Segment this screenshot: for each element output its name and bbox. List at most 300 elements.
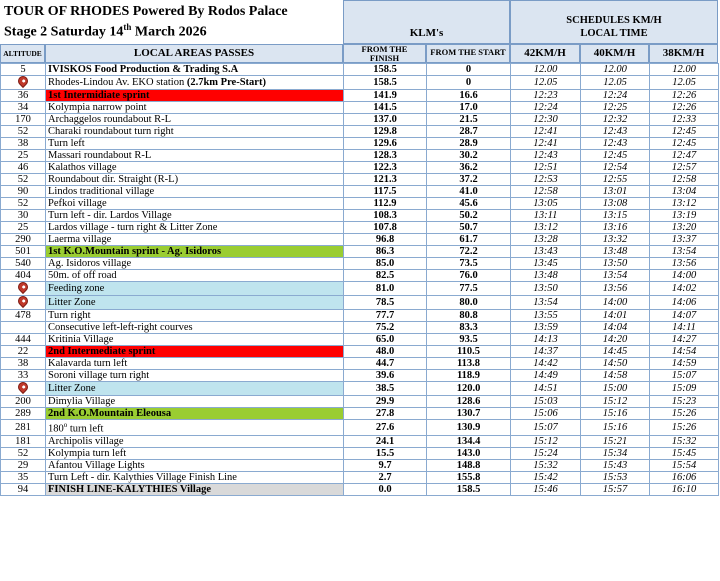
speed-38-header: 38KM/H (662, 47, 705, 59)
altitude-cell: 181 (1, 435, 46, 447)
altitude-cell: 22 (1, 346, 46, 358)
location-cell (46, 471, 344, 483)
location-cell (46, 420, 344, 436)
km-from-start-cell: 130.7 (427, 408, 511, 420)
location-cell (46, 90, 344, 102)
table-row (1, 459, 719, 471)
table-row (1, 382, 719, 396)
time-40kmh-cell: 12:43 (581, 126, 650, 138)
km-from-finish-cell: 24.1 (344, 435, 427, 447)
altitude-cell: 52 (1, 126, 46, 138)
location-label: Archipolis village (48, 435, 124, 447)
time-38kmh-cell: 15:45 (650, 447, 719, 459)
time-40kmh-cell: 13:56 (581, 282, 650, 296)
time-40kmh-cell: 14:00 (581, 296, 650, 310)
altitude-cell: 46 (1, 162, 46, 174)
altitude-cell: 38 (1, 358, 46, 370)
km-from-finish-cell: 2.7 (344, 471, 427, 483)
time-42kmh-cell: 13:05 (511, 198, 581, 210)
km-from-finish-cell: 44.7 (344, 358, 427, 370)
time-42kmh-cell: 13:48 (511, 270, 581, 282)
time-38kmh-cell: 15:26 (650, 420, 719, 436)
time-40kmh-cell: 12:54 (581, 162, 650, 174)
time-38kmh-cell: 14:02 (650, 282, 719, 296)
km-from-start-cell: 130.9 (427, 420, 511, 436)
time-40kmh-cell: 13:15 (581, 210, 650, 222)
altitude-header: ALTITUDE (3, 49, 42, 58)
time-42kmh-cell: 12:24 (511, 102, 581, 114)
time-40kmh-cell: 13:48 (581, 246, 650, 258)
altitude-cell: 501 (1, 246, 46, 258)
time-42kmh-cell: 13:43 (511, 246, 581, 258)
km-from-start-cell: 0 (427, 76, 511, 90)
km-from-start-cell: 28.7 (427, 126, 511, 138)
time-40kmh-cell: 15:12 (581, 396, 650, 408)
location-cell (46, 358, 344, 370)
location-label: Kalavarda turn left (48, 358, 128, 369)
location-label: FINISH LINE-KALYTHIES Village (48, 483, 211, 495)
km-from-finish-cell: 96.8 (344, 234, 427, 246)
altitude-cell (1, 322, 46, 334)
location-label: Massari roundabout R-L (48, 150, 152, 161)
km-from-finish-cell: 117.5 (344, 186, 427, 198)
km-from-start-cell: 155.8 (427, 471, 511, 483)
altitude-cell: 5 (1, 64, 46, 76)
altitude-cell: 444 (1, 334, 46, 346)
table-row (1, 435, 719, 447)
km-from-finish-cell: 29.9 (344, 396, 427, 408)
table-row (1, 162, 719, 174)
location-label: Rhodes-Lindou Av. EKO station (48, 77, 187, 88)
km-from-finish-cell: 39.6 (344, 370, 427, 382)
location-label: Lardos village - turn right & Litter Zone (48, 222, 218, 233)
time-38kmh-cell: 13:20 (650, 222, 719, 234)
km-from-start-cell: 50.2 (427, 210, 511, 222)
time-40kmh-cell: 13:50 (581, 258, 650, 270)
km-from-start-cell: 73.5 (427, 258, 511, 270)
time-42kmh-cell: 12:43 (511, 150, 581, 162)
route-table (0, 63, 719, 496)
location-label: Soroni village turn right (48, 370, 150, 381)
location-cell (46, 174, 344, 186)
table-row (1, 370, 719, 382)
degree-superscript: o (63, 421, 68, 429)
location-label: Laerma village (48, 234, 112, 245)
location-cell (46, 114, 344, 126)
km-from-finish-cell: 78.5 (344, 296, 427, 310)
time-38kmh-cell: 16:10 (650, 483, 719, 495)
klm-header: KLM's (409, 27, 444, 39)
time-40kmh-cell: 12:32 (581, 114, 650, 126)
time-38kmh-cell: 12:45 (650, 138, 719, 150)
km-from-finish-cell: 158.5 (344, 64, 427, 76)
time-42kmh-cell: 13:55 (511, 310, 581, 322)
time-40kmh-cell: 13:08 (581, 198, 650, 210)
altitude-cell: 29 (1, 459, 46, 471)
table-row (1, 296, 719, 310)
table-row (1, 322, 719, 334)
table-row (1, 408, 719, 420)
location-label: Kolympia narrow point (48, 102, 147, 113)
location-label: Lindos traditional village (48, 186, 155, 197)
altitude-cell: 289 (1, 408, 46, 420)
time-38kmh-cell: 12:57 (650, 162, 719, 174)
km-from-start-cell: 148.8 (427, 459, 511, 471)
time-40kmh-cell: 13:32 (581, 234, 650, 246)
time-42kmh-cell: 15:46 (511, 483, 581, 495)
table-row (1, 64, 719, 76)
km-from-start-cell: 77.5 (427, 282, 511, 296)
km-from-start-cell: 128.6 (427, 396, 511, 408)
km-from-start-cell: 45.6 (427, 198, 511, 210)
altitude-cell: 38 (1, 138, 46, 150)
local-areas-header: LOCAL AREAS PASSES (133, 47, 255, 59)
time-40kmh-cell: 15:00 (581, 382, 650, 396)
location-cell (46, 198, 344, 210)
location-cell (46, 234, 344, 246)
km-from-finish-cell: 38.5 (344, 382, 427, 396)
time-42kmh-cell: 13:28 (511, 234, 581, 246)
table-row (1, 420, 719, 436)
time-40kmh-cell: 12:25 (581, 102, 650, 114)
route-table-body (1, 64, 719, 496)
location-cell (46, 222, 344, 234)
km-from-start-cell: 30.2 (427, 150, 511, 162)
location-label: Kalathos village (48, 162, 117, 173)
time-38kmh-cell: 14:11 (650, 322, 719, 334)
km-from-finish-cell: 128.3 (344, 150, 427, 162)
map-pin-icon (16, 382, 30, 395)
time-40kmh-cell: 12.05 (581, 76, 650, 90)
km-from-start-cell: 80.8 (427, 310, 511, 322)
km-from-start-cell: 28.9 (427, 138, 511, 150)
time-42kmh-cell: 13:59 (511, 322, 581, 334)
time-38kmh-cell: 14:54 (650, 346, 719, 358)
time-40kmh-cell: 12:45 (581, 150, 650, 162)
location-cell (46, 346, 344, 358)
from-finish-header: FROM THE FINISH (361, 44, 408, 63)
table-row (1, 258, 719, 270)
time-40kmh-cell: 14:20 (581, 334, 650, 346)
time-38kmh-cell: 12.05 (650, 76, 719, 90)
altitude-cell: 281 (1, 420, 46, 436)
time-40kmh-cell: 13:01 (581, 186, 650, 198)
location-label: Litter Zone (48, 383, 96, 394)
time-42kmh-cell: 13:11 (511, 210, 581, 222)
km-from-start-cell: 61.7 (427, 234, 511, 246)
time-42kmh-cell: 14:51 (511, 382, 581, 396)
table-row (1, 138, 719, 150)
location-label: 1st K.O.Mountain sprint - Ag. Isidoros (48, 246, 222, 257)
km-from-start-cell: 36.2 (427, 162, 511, 174)
km-from-start-cell: 83.3 (427, 322, 511, 334)
time-38kmh-cell: 12:33 (650, 114, 719, 126)
time-38kmh-cell: 15:32 (650, 435, 719, 447)
km-from-finish-cell: 86.3 (344, 246, 427, 258)
time-42kmh-cell: 12:58 (511, 186, 581, 198)
location-cell (46, 126, 344, 138)
time-38kmh-cell: 15:26 (650, 408, 719, 420)
location-label: Kritinia Village (48, 334, 114, 345)
altitude-cell: 35 (1, 471, 46, 483)
km-from-start-cell: 134.4 (427, 435, 511, 447)
km-from-finish-cell: 48.0 (344, 346, 427, 358)
speed-40-header: 40KM/H (593, 47, 636, 59)
table-row (1, 126, 719, 138)
altitude-cell: 34 (1, 102, 46, 114)
km-from-finish-cell: 65.0 (344, 334, 427, 346)
location-cell (46, 76, 344, 90)
altitude-cell: 52 (1, 198, 46, 210)
km-from-start-cell: 21.5 (427, 114, 511, 126)
time-40kmh-cell: 15:57 (581, 483, 650, 495)
location-cell (46, 296, 344, 310)
km-from-finish-cell: 129.6 (344, 138, 427, 150)
altitude-cell: 540 (1, 258, 46, 270)
time-40kmh-cell: 12.00 (581, 64, 650, 76)
time-40kmh-cell: 12:55 (581, 174, 650, 186)
location-label: Consecutive left-left-right courves (48, 322, 193, 333)
km-from-start-cell: 37.2 (427, 174, 511, 186)
location-cell (46, 447, 344, 459)
altitude-cell: 94 (1, 483, 46, 495)
time-38kmh-cell: 13:19 (650, 210, 719, 222)
time-42kmh-cell: 13:12 (511, 222, 581, 234)
time-42kmh-cell: 15:24 (511, 447, 581, 459)
time-42kmh-cell: 12.05 (511, 76, 581, 90)
time-38kmh-cell: 14:27 (650, 334, 719, 346)
time-38kmh-cell: 12:26 (650, 90, 719, 102)
time-40kmh-cell: 15:34 (581, 447, 650, 459)
km-from-finish-cell: 141.9 (344, 90, 427, 102)
km-from-finish-cell: 27.6 (344, 420, 427, 436)
km-from-start-cell: 16.6 (427, 90, 511, 102)
table-row (1, 174, 719, 186)
km-from-finish-cell: 75.2 (344, 322, 427, 334)
table-row (1, 222, 719, 234)
time-42kmh-cell: 12:41 (511, 138, 581, 150)
km-from-start-cell: 0 (427, 64, 511, 76)
location-label: Turn right (48, 310, 91, 321)
time-38kmh-cell: 13:56 (650, 258, 719, 270)
time-40kmh-cell: 14:58 (581, 370, 650, 382)
time-40kmh-cell: 14:04 (581, 322, 650, 334)
speed-42-header: 42KM/H (524, 47, 566, 59)
time-42kmh-cell: 12:23 (511, 90, 581, 102)
km-from-finish-cell: 129.8 (344, 126, 427, 138)
altitude-cell (1, 382, 46, 396)
time-40kmh-cell: 13:16 (581, 222, 650, 234)
table-row (1, 282, 719, 296)
time-42kmh-cell: 14:13 (511, 334, 581, 346)
km-from-finish-cell: 0.0 (344, 483, 427, 495)
altitude-cell: 478 (1, 310, 46, 322)
location-cell (46, 408, 344, 420)
location-label: Litter Zone (48, 297, 96, 308)
table-row (1, 346, 719, 358)
table-row (1, 90, 719, 102)
location-cell (46, 186, 344, 198)
time-42kmh-cell: 15:03 (511, 396, 581, 408)
location-cell (46, 138, 344, 150)
location-cell (46, 270, 344, 282)
location-cell (46, 258, 344, 270)
table-row (1, 447, 719, 459)
time-38kmh-cell: 14:06 (650, 296, 719, 310)
location-cell (46, 150, 344, 162)
schedules-header: SCHEDULES KM/H LOCAL TIME (566, 15, 662, 39)
table-row (1, 210, 719, 222)
location-cell (46, 282, 344, 296)
location-label: IVISKOS Food Production & Trading S.A (48, 64, 239, 75)
km-from-start-cell: 158.5 (427, 483, 511, 495)
km-from-start-cell: 50.7 (427, 222, 511, 234)
location-cell (46, 382, 344, 396)
location-cell (46, 162, 344, 174)
table-row (1, 358, 719, 370)
location-label: Turn Left - dir. Kalythies Village Finish Line (48, 471, 237, 483)
km-from-finish-cell: 9.7 (344, 459, 427, 471)
altitude-cell: 404 (1, 270, 46, 282)
km-from-start-cell: 76.0 (427, 270, 511, 282)
km-from-finish-cell: 121.3 (344, 174, 427, 186)
time-38kmh-cell: 15:07 (650, 370, 719, 382)
km-from-finish-cell: 81.0 (344, 282, 427, 296)
km-from-finish-cell: 108.3 (344, 210, 427, 222)
time-38kmh-cell: 13:54 (650, 246, 719, 258)
table-row (1, 198, 719, 210)
km-from-start-cell: 118.9 (427, 370, 511, 382)
time-42kmh-cell: 12:51 (511, 162, 581, 174)
km-from-start-cell: 41.0 (427, 186, 511, 198)
km-from-finish-cell: 122.3 (344, 162, 427, 174)
altitude-cell: 25 (1, 150, 46, 162)
time-42kmh-cell: 14:49 (511, 370, 581, 382)
table-row (1, 150, 719, 162)
map-pin-icon (16, 296, 30, 309)
time-42kmh-cell: 12.00 (511, 64, 581, 76)
time-42kmh-cell: 12:30 (511, 114, 581, 126)
table-row (1, 76, 719, 90)
km-from-finish-cell: 107.8 (344, 222, 427, 234)
map-pin-icon (16, 76, 30, 89)
location-cell (46, 64, 344, 76)
altitude-cell: 33 (1, 370, 46, 382)
time-38kmh-cell: 12:26 (650, 102, 719, 114)
time-42kmh-cell: 13:54 (511, 296, 581, 310)
location-label: 2nd Intermediate sprint (48, 346, 156, 357)
time-38kmh-cell: 12:45 (650, 126, 719, 138)
time-40kmh-cell: 14:45 (581, 346, 650, 358)
time-40kmh-cell: 15:16 (581, 420, 650, 436)
table-row (1, 234, 719, 246)
km-from-finish-cell: 77.7 (344, 310, 427, 322)
time-40kmh-cell: 13:54 (581, 270, 650, 282)
location-label: Turn left - dir. Lardos Village (48, 210, 172, 221)
location-label-tail: turn left (67, 423, 104, 435)
altitude-cell: 170 (1, 114, 46, 126)
location-label: Kolympia turn left (48, 447, 127, 459)
location-cell (46, 102, 344, 114)
table-row (1, 334, 719, 346)
time-42kmh-cell: 14:42 (511, 358, 581, 370)
time-38kmh-cell: 12:58 (650, 174, 719, 186)
km-from-start-cell: 93.5 (427, 334, 511, 346)
location-label: 50m. of off road (48, 270, 117, 281)
time-38kmh-cell: 14:07 (650, 310, 719, 322)
table-row (1, 270, 719, 282)
location-cell (46, 396, 344, 408)
altitude-cell: 52 (1, 447, 46, 459)
tour-title: TOUR OF RHODES Powered By Rodos Palace (4, 4, 288, 19)
time-40kmh-cell: 14:01 (581, 310, 650, 322)
location-label: Dimylia Village (48, 396, 116, 407)
km-from-finish-cell: 158.5 (344, 76, 427, 90)
km-from-finish-cell: 85.0 (344, 258, 427, 270)
time-38kmh-cell: 14:00 (650, 270, 719, 282)
time-42kmh-cell: 15:06 (511, 408, 581, 420)
location-label: Ag. Isidoros village (48, 258, 132, 269)
from-start-header: FROM THE START (430, 47, 506, 57)
location-note: (2.7km Pre-Start) (186, 77, 266, 88)
table-row (1, 483, 719, 495)
time-42kmh-cell: 13:45 (511, 258, 581, 270)
time-40kmh-cell: 12:24 (581, 90, 650, 102)
time-38kmh-cell: 13:12 (650, 198, 719, 210)
location-label: 1st Intermidiate sprint (48, 90, 150, 101)
map-pin-icon (16, 282, 30, 295)
time-42kmh-cell: 15:07 (511, 420, 581, 436)
time-38kmh-cell: 13:37 (650, 234, 719, 246)
time-42kmh-cell: 13:50 (511, 282, 581, 296)
time-42kmh-cell: 12:53 (511, 174, 581, 186)
altitude-cell: 290 (1, 234, 46, 246)
km-from-start-cell: 80.0 (427, 296, 511, 310)
location-cell (46, 370, 344, 382)
time-42kmh-cell: 14:37 (511, 346, 581, 358)
km-from-finish-cell: 112.9 (344, 198, 427, 210)
table-row (1, 114, 719, 126)
time-42kmh-cell: 12:41 (511, 126, 581, 138)
time-38kmh-cell: 15:54 (650, 459, 719, 471)
location-label: Feeding zone (48, 283, 105, 294)
time-42kmh-cell: 15:12 (511, 435, 581, 447)
km-from-start-cell: 17.0 (427, 102, 511, 114)
location-label: Afantou Village Lights (48, 459, 145, 471)
time-40kmh-cell: 15:21 (581, 435, 650, 447)
stage-title: Stage 2 Saturday 14th March 2026 (4, 22, 207, 40)
km-from-finish-cell: 27.8 (344, 408, 427, 420)
location-cell (46, 246, 344, 258)
location-cell (46, 459, 344, 471)
table-row (1, 471, 719, 483)
altitude-cell: 200 (1, 396, 46, 408)
altitude-cell: 25 (1, 222, 46, 234)
location-cell (46, 322, 344, 334)
altitude-cell (1, 282, 46, 296)
location-cell (46, 334, 344, 346)
time-40kmh-cell: 15:43 (581, 459, 650, 471)
altitude-cell (1, 296, 46, 310)
km-from-start-cell: 120.0 (427, 382, 511, 396)
table-row (1, 102, 719, 114)
time-42kmh-cell: 15:42 (511, 471, 581, 483)
table-row (1, 310, 719, 322)
km-from-start-cell: 143.0 (427, 447, 511, 459)
time-42kmh-cell: 15:32 (511, 459, 581, 471)
table-row (1, 246, 719, 258)
time-38kmh-cell: 12:47 (650, 150, 719, 162)
